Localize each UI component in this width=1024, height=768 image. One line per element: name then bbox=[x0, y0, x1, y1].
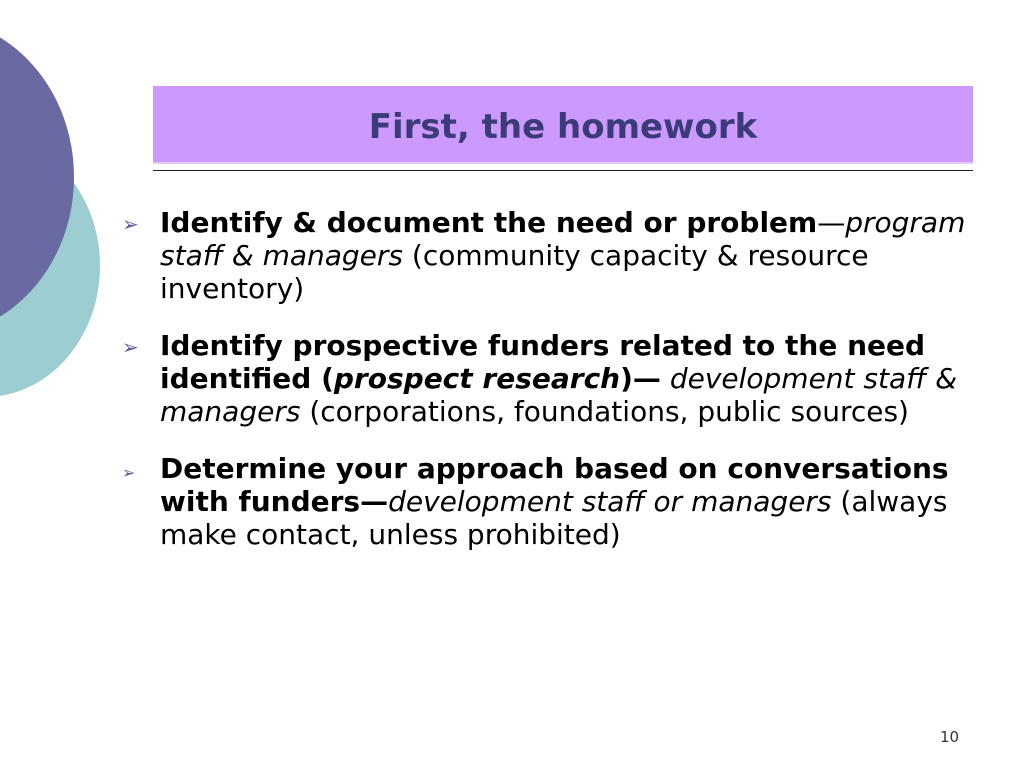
bullet-2-italic: development staff & managers bbox=[160, 362, 958, 428]
bullet-item-2 bbox=[120, 329, 970, 428]
bullet-3-plain: (always make contact, unless prohibited) bbox=[160, 485, 948, 551]
bullet-item-1 bbox=[120, 206, 970, 305]
bullet-3-italic: development staff or managers bbox=[388, 485, 832, 518]
title-banner bbox=[153, 86, 973, 162]
bullet-2-plain: (corporations, foundations, public sources) bbox=[300, 395, 909, 428]
bullet-2-bold: Identify prospective funders related to the need identified ( bbox=[160, 329, 926, 395]
bullet-1-plain: (community capacity & resource inventory) bbox=[160, 239, 869, 305]
bullet-2-bold-close: )— bbox=[620, 362, 661, 395]
bullet-item-3 bbox=[120, 452, 970, 551]
title-divider bbox=[153, 170, 973, 171]
arrowhead-right-icon: ➢ bbox=[122, 212, 139, 236]
slide-title: First, the homework bbox=[368, 107, 758, 147]
bullet-1-bold: Identify & document the need or problem bbox=[160, 206, 818, 239]
page-number: 10 bbox=[940, 728, 960, 746]
bullet-1-dash: — bbox=[817, 206, 846, 239]
bullet-list bbox=[120, 206, 970, 575]
arrowhead-right-icon: ➢ bbox=[122, 463, 136, 482]
bullet-1-italic: program staff & managers bbox=[160, 206, 966, 272]
arrowhead-right-icon: ➢ bbox=[122, 335, 139, 359]
bullet-3-bold: Determine your approach based on conversations with funders— bbox=[160, 452, 949, 518]
bullet-2-bold-italic: prospect research bbox=[333, 362, 621, 395]
